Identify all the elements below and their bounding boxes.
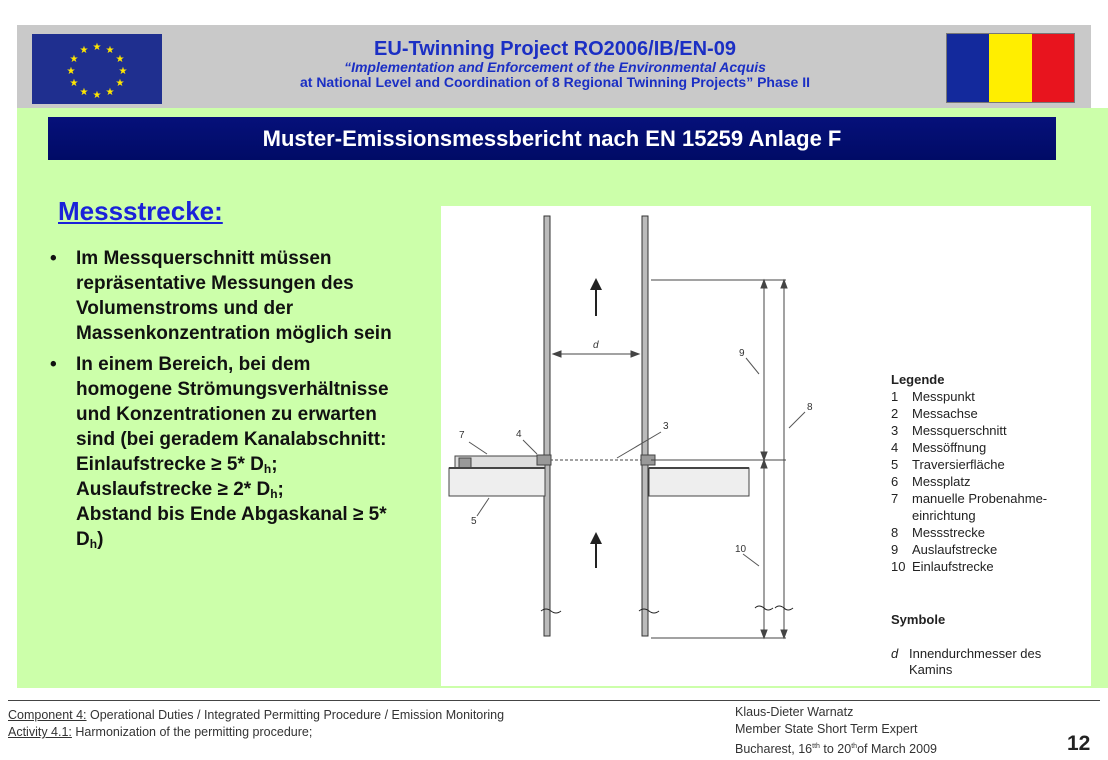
- eu-flag-icon: [32, 34, 162, 104]
- legend-item: Messquerschnitt: [912, 423, 1007, 438]
- legend-item: einrichtung: [912, 508, 976, 523]
- legend-number: 5: [891, 457, 899, 472]
- callout-3: 3: [663, 421, 669, 432]
- section-heading: Messstrecke:: [58, 196, 223, 226]
- svg-text:★: ★: [92, 90, 102, 101]
- legend-number: 9: [891, 542, 899, 557]
- footer-location: Bucharest, $16^{tth}$ to 20thof March 2009: [735, 742, 937, 757]
- page-number: 12: [1067, 732, 1091, 755]
- legend-item: Messstrecke: [912, 525, 985, 540]
- svg-text:★: ★: [115, 78, 125, 89]
- slide-title: Muster-Emissionsmessbericht nach EN 15259 Anlage F: [48, 117, 1056, 160]
- symbols-title: Symbole: [891, 612, 946, 627]
- callout-9: 9: [739, 348, 745, 359]
- legend-number: 8: [891, 525, 899, 540]
- footer-role: Member State Short Term Expert: [735, 722, 918, 736]
- footer-component: Component 4: Operational Duties / Integrated Permitting Procedure / Emission Monitoring: [8, 708, 505, 722]
- svg-text:★: ★: [105, 87, 115, 98]
- footer-author: Klaus-Dieter Warnatz: [735, 705, 854, 719]
- legend-number: 10: [891, 559, 906, 574]
- bullet-item: • In einem Bereich, bei dem homogene Strömungsverhältnisse und Konzentrationen zu erwarten sind (bei geradem Kanalabschnitt: Einlaufstrecke ≥ 5* $D_h$; Auslaufstrecke ≥ 2* $D_h$; Abstand bis Ende Abgaskanal ≥ 5* $D_h$): [48, 352, 410, 552]
- callout-7: 7: [459, 430, 465, 441]
- footer-activity: Activity 4.1: Harmonization of the permitting procedure;: [8, 725, 313, 739]
- label-d: d: [593, 340, 599, 351]
- legend-number: 6: [891, 474, 899, 489]
- legend-item: Traversierfläche: [912, 457, 1005, 472]
- legend-number: 1: [891, 389, 899, 404]
- callout-5: 5: [471, 516, 477, 527]
- legend-item: Messplatz: [912, 474, 971, 489]
- callout-4: 4: [516, 429, 522, 440]
- legend-number: 4: [891, 440, 899, 455]
- bullet-item: • Im Messquerschnitt müssen repräsentative Messungen des Volumenstroms und der Massenkonzentration möglich sein: [48, 246, 410, 346]
- measurement-section-diagram: [441, 206, 1091, 686]
- legend-number: 7: [891, 491, 899, 506]
- legend-item: Auslaufstrecke: [912, 542, 998, 557]
- footer-divider: [8, 700, 1100, 701]
- legend-item: Messpunkt: [912, 389, 975, 404]
- bullet-list: [48, 246, 410, 558]
- footer-right: [735, 704, 937, 758]
- legend-list: [891, 389, 1047, 574]
- svg-text:★: ★: [69, 54, 79, 65]
- svg-text:★: ★: [105, 45, 115, 56]
- svg-text:★: ★: [79, 87, 89, 98]
- svg-text:★: ★: [118, 66, 128, 77]
- svg-text:★: ★: [79, 45, 89, 56]
- project-title: EU-Twinning Project RO2006/IB/EN-09: [374, 38, 736, 60]
- svg-text:★: ★: [115, 54, 125, 65]
- callout-10: 10: [735, 544, 747, 555]
- symbol-description: Innendurchmesser des: [909, 646, 1042, 661]
- svg-text:★: ★: [92, 42, 102, 53]
- symbol-d: d: [891, 646, 899, 661]
- project-subtitle: “Implementation and Enforcement of the Environmental Acquis: [344, 59, 766, 75]
- legend-number: 2: [891, 406, 899, 421]
- project-header: [170, 38, 940, 90]
- legend-item: Messachse: [912, 406, 978, 421]
- symbol-description-2: Kamins: [909, 662, 953, 677]
- legend-item: Einlaufstrecke: [912, 559, 994, 574]
- legend-item: manuelle Probenahme-: [912, 491, 1048, 506]
- svg-text:★: ★: [66, 66, 76, 77]
- romania-flag-icon: [946, 33, 1075, 103]
- legend-number: 3: [891, 423, 899, 438]
- callout-8: 8: [807, 402, 813, 413]
- legend-item: Messöffnung: [912, 440, 987, 455]
- project-subtitle-2: at National Level and Coordination of 8 Regional Twinning Projects” Phase II: [299, 74, 811, 90]
- legend-title: Legende: [891, 372, 945, 387]
- svg-text:★: ★: [69, 78, 79, 89]
- footer-left: [8, 707, 504, 741]
